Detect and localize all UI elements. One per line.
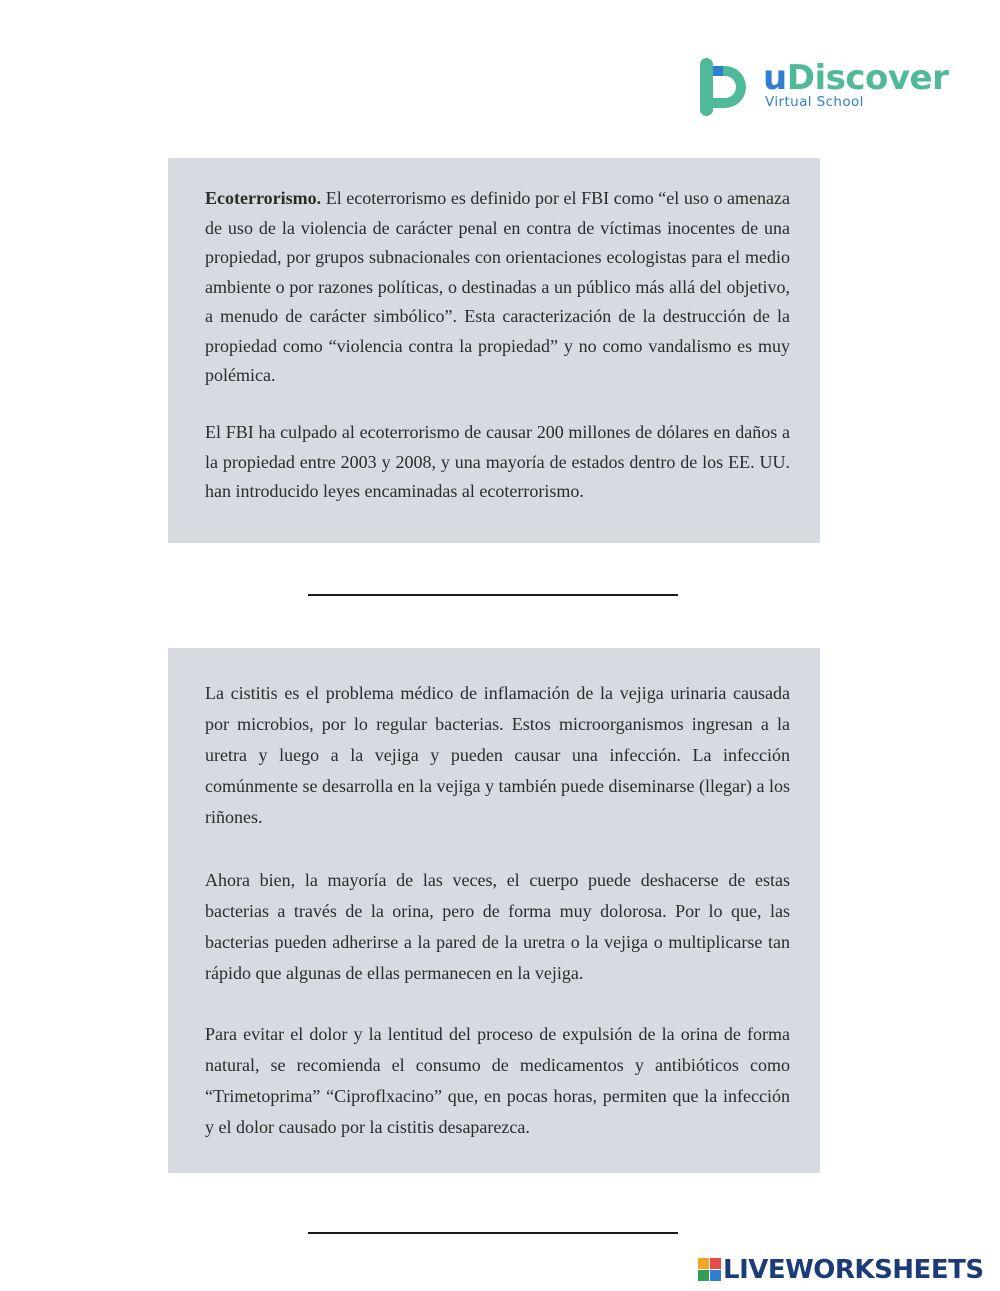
paragraph: Para evitar el dolor y la lentitud del proceso de expulsión de la orina de forma natural, se recomienda el consumo de medicamentos y antibióticos como “Trimetoprima” “Ciproflxacino” que, en pocas horas, permiten que la infección y el dolor causado por la cistitis desaparezca. xyxy=(205,1024,790,1137)
paragraph: Ecoterrorismo. El ecoterrorismo es definido por el FBI como “el uso o amenaza de uso de la violencia de carácter penal en contra de víctimas inocentes de una propiedad, por grupos subnacionales con orientaciones ecologistas para el medio ambiente o por razones políticas, o destinadas a un público más allá del objetivo, a menudo de carácter simbólico”. Esta caracterización de la destrucción de la propiedad como “violencia contra la propiedad” y no como vandalismo es muy polémica. xyxy=(205,188,790,385)
paragraph: Ahora bien, la mayoría de las veces, el cuerpo puede deshacerse de estas bacterias a través de la orina, pero de forma muy dolorosa. Por lo que, las bacterias pueden adherirse a la pared de la uretra o la vejiga o multiplicarse tan rápido que algunas de ellas permanecen en la vejiga. xyxy=(205,870,790,983)
udiscover-logo-icon xyxy=(697,56,749,118)
liveworksheets-blocks-icon xyxy=(698,1258,722,1282)
answer-blank-2[interactable] xyxy=(308,1232,678,1234)
brand-tagline: Virtual School xyxy=(765,94,864,110)
liveworksheets-logo xyxy=(698,1254,998,1286)
reading-box-cistitis xyxy=(168,648,820,1173)
paragraph: La cistitis es el problema médico de inflamación de la vejiga urinaria causada por microbios, por lo regular bacterias. Estos microorganismos ingresan a la uretra y luego a la vejiga y pueden causar una infección. La infección comúnmente se desarrolla en la vejiga y también puede diseminarse (llegar) a los riñones. xyxy=(205,683,790,827)
reading-box-ecoterrorismo xyxy=(168,158,820,543)
paragraph-lead-term: Ecoterrorismo. xyxy=(205,188,322,208)
brand-name: uDiscover xyxy=(763,58,949,98)
paragraph: El FBI ha culpado al ecoterrorismo de causar 200 millones de dólares en daños a la propiedad entre 2003 y 2008, y una mayoría de estados dentro de los EE. UU. han introducido leyes encaminadas al ecoterrorismo. xyxy=(205,422,790,501)
liveworksheets-wordmark: LIVEWORKSHEETS xyxy=(723,1255,984,1285)
udiscover-logo xyxy=(697,56,957,120)
answer-blank-1[interactable] xyxy=(308,594,678,596)
